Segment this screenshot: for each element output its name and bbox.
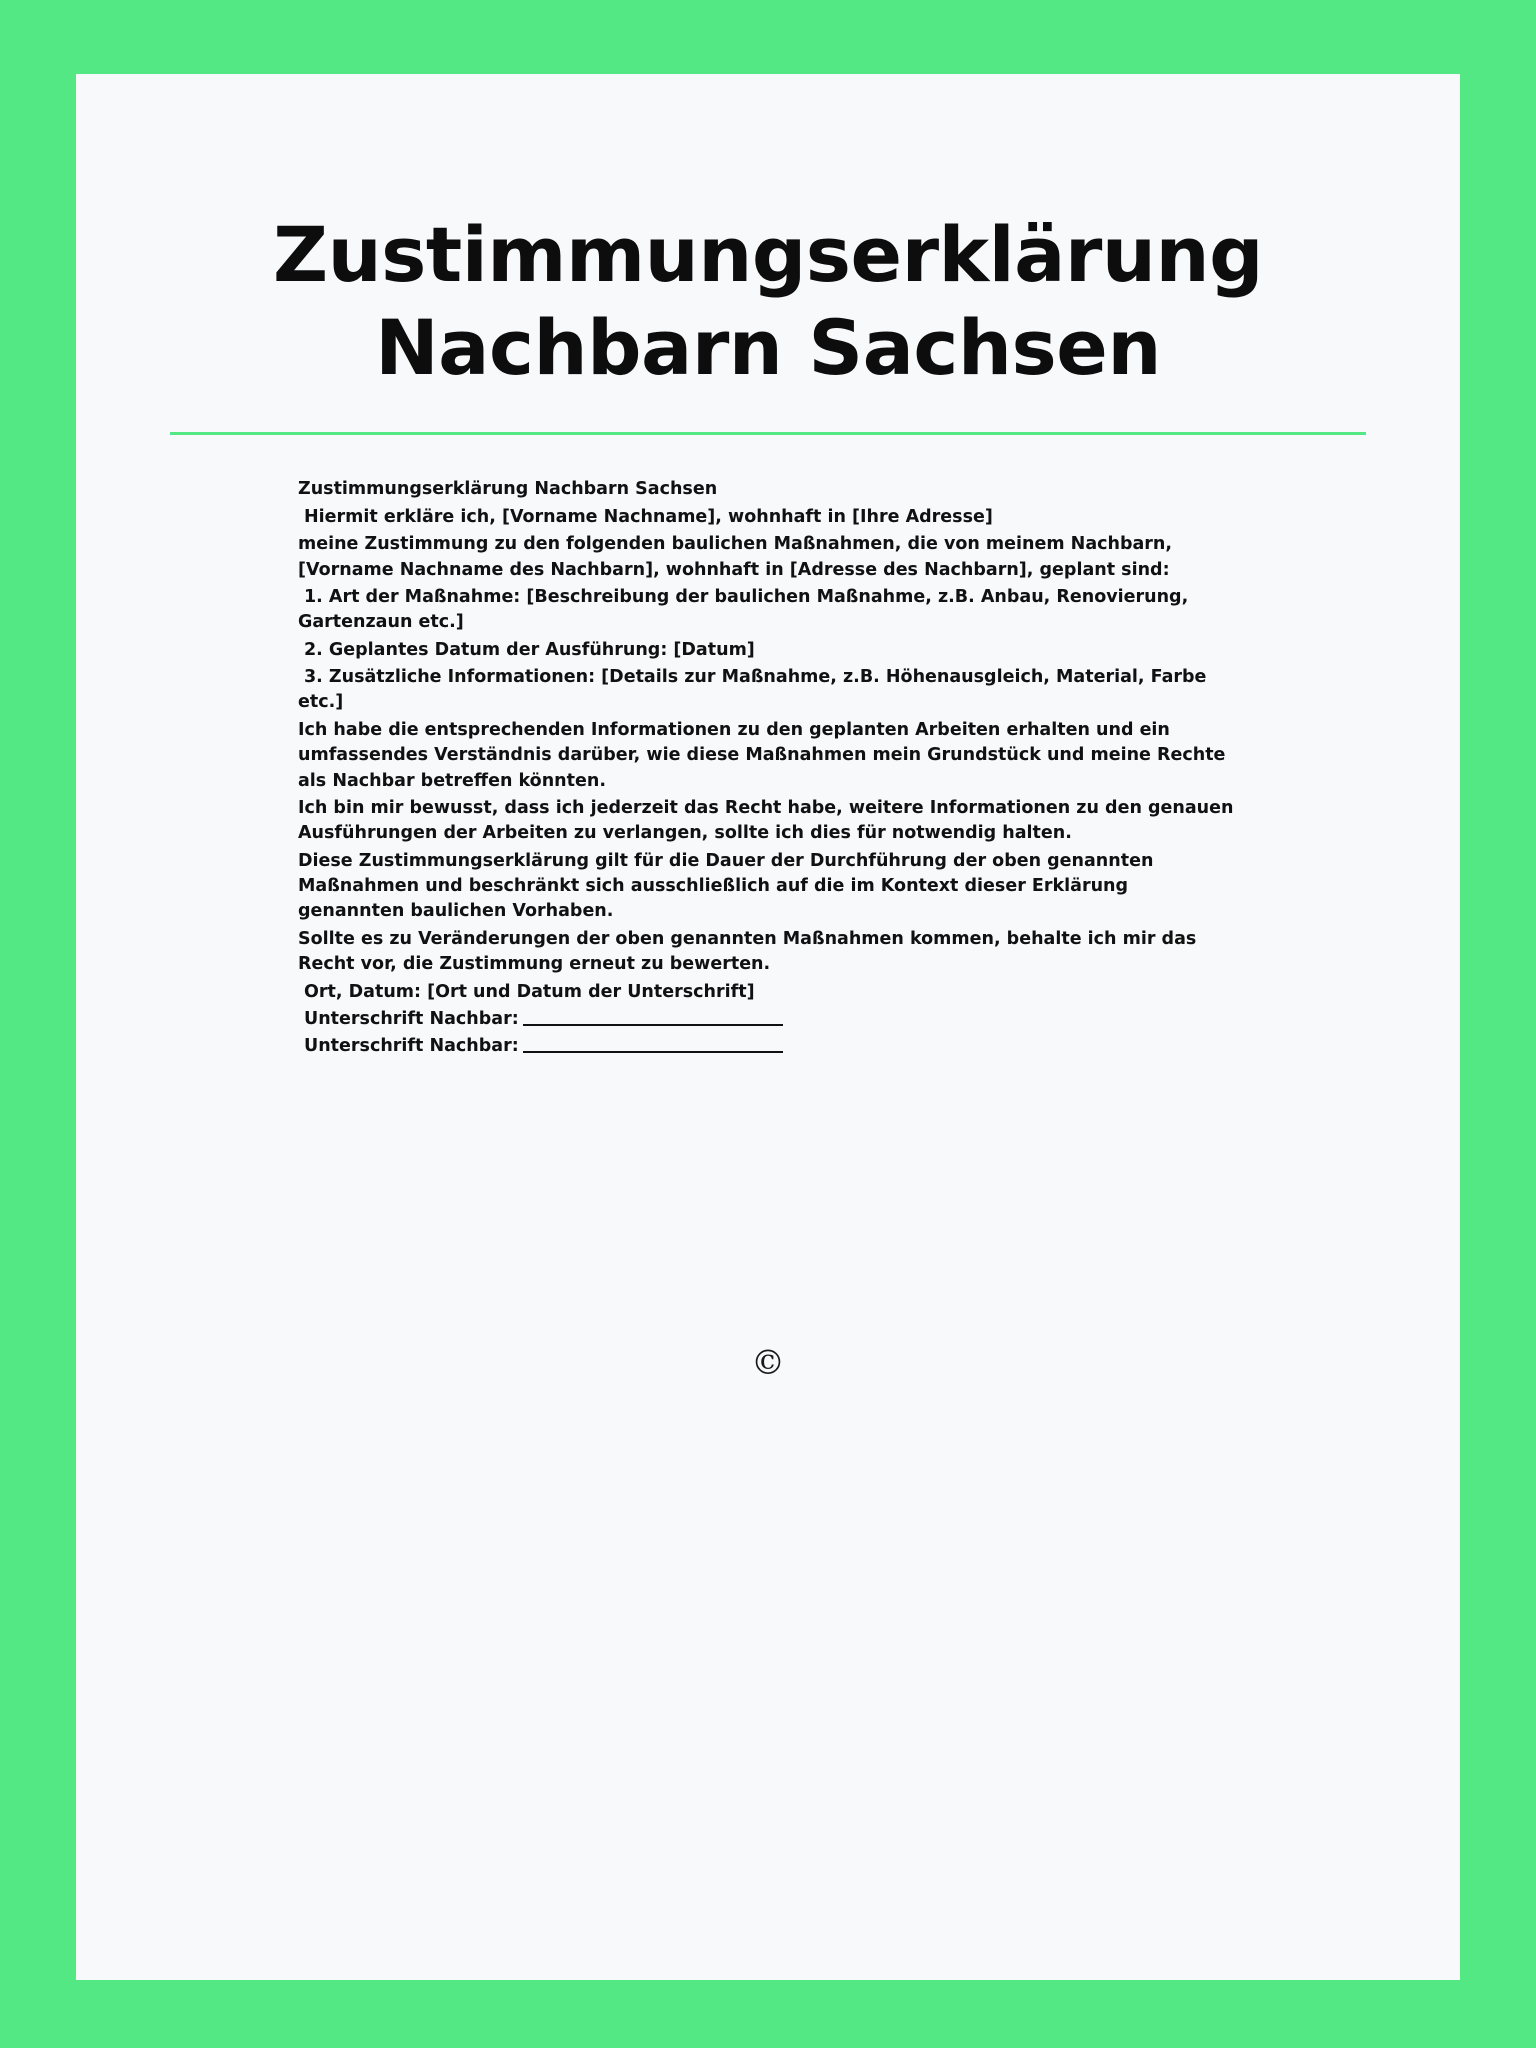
document-paragraph: Ich habe die entsprechenden Informationen zu den geplanten Arbeiten erhalten und ein umfassendes Verständnis darüber, wie diese Maßnahmen mein Grundstück und meine Rechte als Nachbar betreffen könnten. bbox=[298, 719, 1226, 791]
document-page bbox=[76, 74, 1460, 1980]
document-intro: Hiermit erkläre ich, [Vorname Nachname], wohnhaft in [Ihre Adresse] bbox=[304, 506, 993, 527]
signature-line-1 bbox=[298, 1007, 1238, 1032]
document-body bbox=[76, 435, 1460, 1059]
signature-blank[interactable] bbox=[523, 1037, 783, 1053]
signature-label: Unterschrift Nachbar: bbox=[304, 1036, 519, 1057]
signature-blank[interactable] bbox=[523, 1010, 783, 1026]
document-paragraph: Ich bin mir bewusst, dass ich jederzeit das Recht habe, weitere Informationen zu den genauen Ausführungen der Arbeiten zu verlangen, sollte ich dies für notwendig halten. bbox=[298, 797, 1234, 844]
list-item: 3. Zusätzliche Informationen: [Details zur Maßnahme, z.B. Höhenausgleich, Material, Farbe etc.] bbox=[298, 667, 1207, 713]
list-item: 2. Geplantes Datum der Ausführung: [Datum] bbox=[304, 639, 755, 660]
document-consent: meine Zustimmung zu den folgenden baulichen Maßnahmen, die von meinem Nachbarn, [Vorname Nachname des Nachbarn], wohnhaft in [Adresse des Nachbarn], geplant sind: bbox=[298, 534, 1173, 580]
document-paragraph: Diese Zustimmungserklärung gilt für die Dauer der Durchführung der oben genannten Maßnahmen und beschränkt sich ausschließlich auf die im Kontext dieser Erklärung genannten baulichen Vorhaben. bbox=[298, 850, 1154, 922]
signature-line-2 bbox=[298, 1034, 1238, 1059]
list-item: 1. Art der Maßnahme: [Beschreibung der baulichen Maßnahme, z.B. Anbau, Renovierung, Gartenzaun etc.] bbox=[298, 586, 1189, 633]
document-paragraph: Sollte es zu Veränderungen der oben genannten Maßnahmen kommen, behalte ich mir das Recht vor, die Zustimmung erneut zu bewerten. bbox=[298, 928, 1197, 975]
document-heading: Zustimmungserklärung Nachbarn Sachsen bbox=[298, 479, 718, 500]
page-title: Zustimmungserklärung Nachbarn Sachsen bbox=[272, 210, 1264, 392]
copyright-icon: © bbox=[751, 1343, 785, 1383]
signature-label: Unterschrift Nachbar: bbox=[304, 1008, 519, 1029]
place-date-line: Ort, Datum: [Ort und Datum der Unterschrift] bbox=[304, 981, 755, 1002]
